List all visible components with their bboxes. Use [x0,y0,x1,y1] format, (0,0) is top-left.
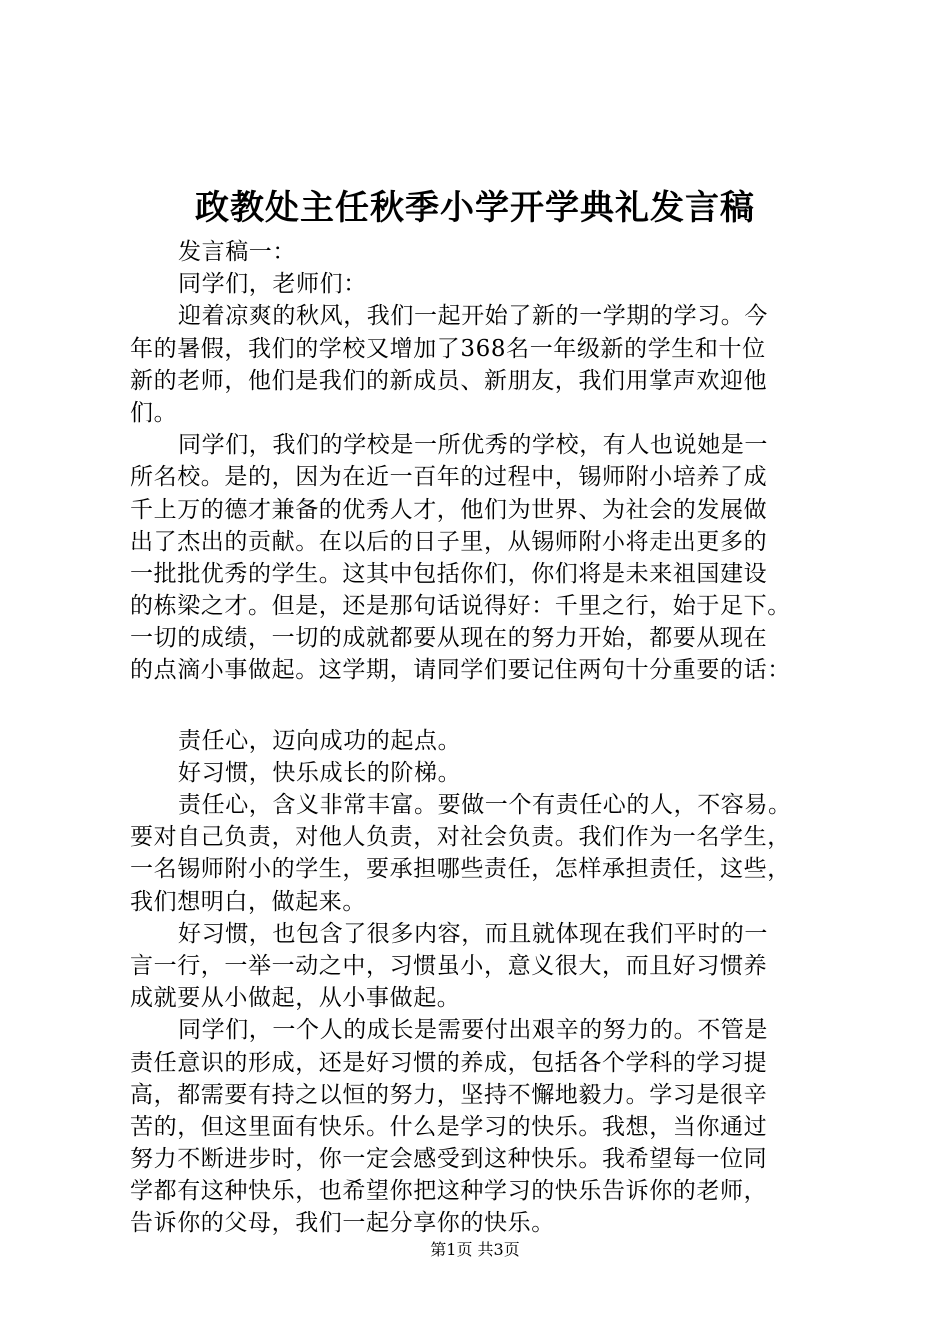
text-line: 出了杰出的贡献。在以后的日子里，从锡师附小将走出更多的 [130,528,768,555]
text-line: 好习惯，快乐成长的阶梯。 [178,759,462,786]
text-line: 言一行，一举一动之中，习惯虽小，意义很大，而且好习惯养 [130,952,768,979]
text-line: 们。 [130,399,178,426]
text-line: 迎着凉爽的秋风，我们一起开始了新的一学期的学习。今 [178,303,768,330]
text-line: 的栋梁之才。但是，还是那句话说得好：千里之行，始于足下。 [130,593,791,620]
document-body [130,236,836,1240]
text-line: 我们想明白，做起来。 [130,888,366,915]
text-line: 一名锡师附小的学生，要承担哪些责任，怎样承担责任，这些， [130,856,791,883]
text-line: 同学们，一个人的成长是需要付出艰辛的努力的。不管是 [178,1017,768,1044]
text-line: 责任心，迈向成功的起点。 [178,727,462,754]
text-line: 同学们，我们的学校是一所优秀的学校，有人也说她是一 [178,432,768,459]
text-line: 发言稿一： [178,239,296,265]
text-line: 同学们，老师们： [178,271,367,298]
text-line: 新的老师，他们是我们的新成员、新朋友，我们用掌声欢迎他 [130,367,768,394]
text-line: 成就要从小做起，从小事做起。 [130,985,461,1012]
text-line: 一批批优秀的学生。这其中包括你们，你们将是未来祖国建设 [130,560,768,587]
text-line: 告诉你的父母，我们一起分享你的快乐。 [130,1210,555,1237]
text-line: 的点滴小事做起。这学期，请同学们要记住两句十分重要的话： [130,657,791,684]
text-line: 好习惯，也包含了很多内容，而且就体现在我们平时的一 [178,920,768,947]
text-line: 学都有这种快乐，也希望你把这种学习的快乐告诉你的老师， [130,1178,768,1205]
text-line: 年的暑假，我们的学校又增加了368名一年级新的学生和十位 [130,335,766,362]
text-line: 要对自己负责，对他人负责，对社会负责。我们作为一名学生， [130,824,791,851]
text-line: 高，都需要有持之以恒的努力，坚持不懈地毅力。学习是很辛 [130,1081,768,1108]
text-line: 千上万的德才兼备的优秀人才，他们为世界、为社会的发展做 [130,496,768,523]
text-line: 责任心，含义非常丰富。要做一个有责任心的人，不容易。 [178,792,792,818]
text-line: 努力不断进步时，你一定会感受到这种快乐。我希望每一位同 [130,1146,768,1173]
text-line: 苦的，但这里面有快乐。什么是学习的快乐。我想，当你通过 [130,1113,768,1140]
document-title: 政教处主任秋季小学开学典礼发言稿 [195,188,755,228]
page-number-footer: 第1页 共3页 [430,1240,520,1259]
text-line: 责任意识的形成，还是好习惯的养成，包括各个学科的学习提 [130,1049,768,1076]
text-line: 一切的成绩，一切的成就都要从现在的努力开始，都要从现在 [130,625,768,652]
text-line: 所名校。是的，因为在近一百年的过程中，锡师附小培养了成 [130,464,768,491]
paragraph-spacer [130,687,836,725]
